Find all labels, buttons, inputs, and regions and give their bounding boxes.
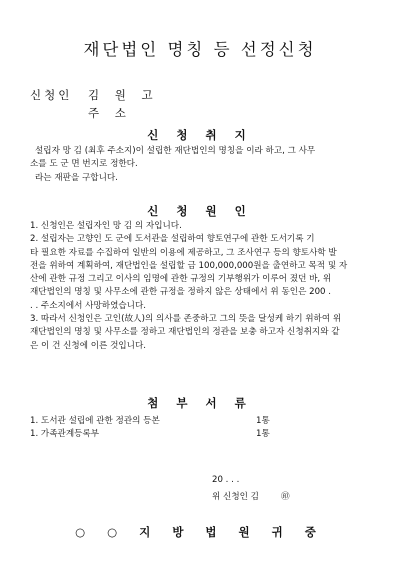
reason-line: 3. 따라서 신청인은 고인(故人)의 의사를 존중하고 그의 뜻을 달성케 하기 위하여 위 (30, 314, 342, 325)
reason-line: 타 필요한 자료를 수집하여 일반의 이용에 제공하고, 그 조사연구 등의 향토사학 발 (30, 247, 337, 258)
applicant-address: 주 소 (88, 106, 132, 120)
purpose-body (30, 145, 380, 185)
purpose-line: 소를 도 군 면 번지로 정한다. (30, 159, 138, 170)
purpose-line: 설립자 망 김 (최후 주소지)이 설립한 재단법인의 명칭을 이라 하고, 그 사무 (35, 146, 316, 156)
applicant-block (30, 86, 159, 122)
reason-line: 2. 설립자는 고향인 도 군에 도서관을 설립하여 향토연구에 관한 도서기록 기 (30, 234, 315, 245)
reasons-body (30, 220, 380, 353)
applicant-name: 김 원 고 (88, 88, 159, 102)
reason-line: 산에 관한 규정 그리고 이사의 임명에 관한 규정의 기부행위가 이루어 졌던 바, 위 (30, 274, 332, 285)
purpose-line: 라는 재판을 구합니다. (35, 172, 118, 183)
document-title: 재단법인 명칭 등 선정신청 (83, 40, 317, 59)
reason-line: 재단법인의 명칭 및 사무소에 관한 규정을 정하지 않은 상태에서 위 동인은 200 . (30, 287, 331, 298)
seal-mark: ㊞ (280, 492, 290, 502)
attachment-qty: 1통 (256, 416, 270, 426)
attachments-list (30, 415, 290, 441)
attachment-item (30, 415, 290, 428)
attachment-item (30, 428, 290, 441)
reason-line: 전을 위하여 계획하여, 재단법인을 설립할 금 100,000,000원을 출연하고 목적 및 자 (30, 260, 348, 271)
reason-line: 은 이 건 신청에 이른 것입니다. (30, 340, 147, 351)
signature-block (212, 472, 290, 506)
signer-name: 위 신청인 김 (212, 492, 259, 502)
reason-line: 1. 신청인은 설립자인 망 김 의 자입니다. (30, 221, 182, 231)
court-addressee: ○ ○ 지 방 법 원 귀 중 (75, 525, 325, 539)
attachment-name: 1. 도서관 설립에 관한 정관의 등본 (30, 416, 160, 426)
attachments-heading: 첨 부 서 류 (147, 396, 253, 410)
signature-date: 20 . . . (212, 475, 240, 485)
reason-line: 재단법인의 명칭 및 사무소를 정하고 재단법인의 정관을 보충 하고자 신청취지와 같 (30, 327, 340, 338)
reason-line: . . 주소지에서 사망하였습니다. (30, 300, 147, 311)
purpose-heading: 신 청 취 지 (147, 128, 253, 142)
applicant-row (30, 86, 159, 104)
signature-row (212, 489, 290, 506)
reasons-heading: 신 청 원 인 (147, 204, 253, 218)
attachment-qty: 1통 (256, 429, 270, 439)
attachment-name: 1. 가족관계등록부 (30, 429, 100, 439)
applicant-label: 신청인 (30, 88, 73, 102)
